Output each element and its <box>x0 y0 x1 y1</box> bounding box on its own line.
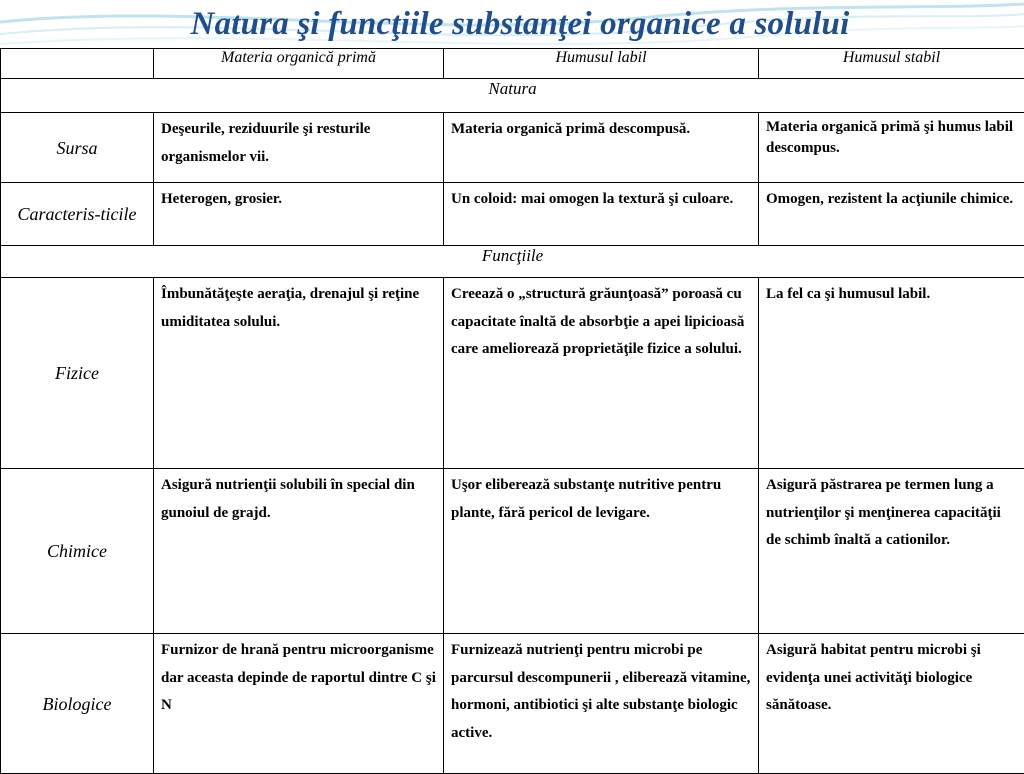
cell-sursa-humus-stabil: Materia organică primă şi humus labil descompus. <box>759 113 1024 183</box>
table-row-chimice <box>1 469 1024 634</box>
header-humusul-labil: Humusul labil <box>444 49 759 79</box>
cell-chimice-materia-prima: Asigură nutrienţii solubili în special din gunoiul de grajd. <box>154 469 444 634</box>
slide-title: Natura şi funcţiile substanţei organice a solului <box>0 6 1024 43</box>
row-label-sursa: Sursa <box>1 113 154 183</box>
row-label-caracteristici: Caracteris-ticile <box>1 183 154 246</box>
header-row <box>1 49 1024 79</box>
cell-biologice-humus-labil: Furnizează nutrienţi pentru microbi pe parcursul descompunerii , eliberează vitamine, hormoni, antibiotici şi alte substanţe biologic active. <box>444 634 759 774</box>
table-row-biologice <box>1 634 1024 774</box>
section-title-functii: Funcţiile <box>1 246 1024 278</box>
header-materia-organica-prima: Materia organică primă <box>154 49 444 79</box>
row-label-fizice: Fizice <box>1 278 154 469</box>
cell-fizice-humus-labil: Creează o „structură grăunţoasă” poroasă cu capacitate înaltă de absorbţie a apei lipicioasă care ameliorează proprietăţile fizice a solului. <box>444 278 759 469</box>
header-empty-cell <box>1 49 154 79</box>
section-row-natura <box>1 79 1024 113</box>
cell-fizice-humus-stabil: La fel ca şi humusul labil. <box>759 278 1024 469</box>
section-row-functii <box>1 246 1024 278</box>
table-row-fizice <box>1 278 1024 469</box>
cell-chimice-humus-labil: Uşor eliberează substanţe nutritive pentru plante, fără pericol de levigare. <box>444 469 759 634</box>
cell-sursa-humus-labil: Materia organică primă descompusă. <box>444 113 759 183</box>
table-row-caracteristici <box>1 183 1024 246</box>
cell-caracteristici-humus-labil: Un coloid: mai omogen la textură şi culoare. <box>444 183 759 246</box>
table-row-sursa <box>1 113 1024 183</box>
cell-sursa-materia-prima: Deşeurile, reziduurile şi resturile organismelor vii. <box>154 113 444 183</box>
row-label-biologice: Biologice <box>1 634 154 774</box>
cell-biologice-humus-stabil: Asigură habitat pentru microbi şi evidenţa unei activităţi biologice sănătoase. <box>759 634 1024 774</box>
cell-chimice-humus-stabil: Asigură păstrarea pe termen lung a nutrienţilor şi menţinerea capacităţii de schimb înaltă a cationilor. <box>759 469 1024 634</box>
cell-caracteristici-materia-prima: Heterogen, grosier. <box>154 183 444 246</box>
cell-fizice-materia-prima: Îmbunătăţeşte aeraţia, drenajul şi reţine umiditatea solului. <box>154 278 444 469</box>
cell-caracteristici-humus-stabil: Omogen, rezistent la acţiunile chimice. <box>759 183 1024 246</box>
cell-biologice-materia-prima: Furnizor de hrană pentru microorganisme dar aceasta depinde de raportul dintre C şi N <box>154 634 444 774</box>
row-label-chimice: Chimice <box>1 469 154 634</box>
comparison-table <box>0 48 1024 774</box>
header-humusul-stabil: Humusul stabil <box>759 49 1024 79</box>
section-title-natura: Natura <box>1 79 1024 113</box>
